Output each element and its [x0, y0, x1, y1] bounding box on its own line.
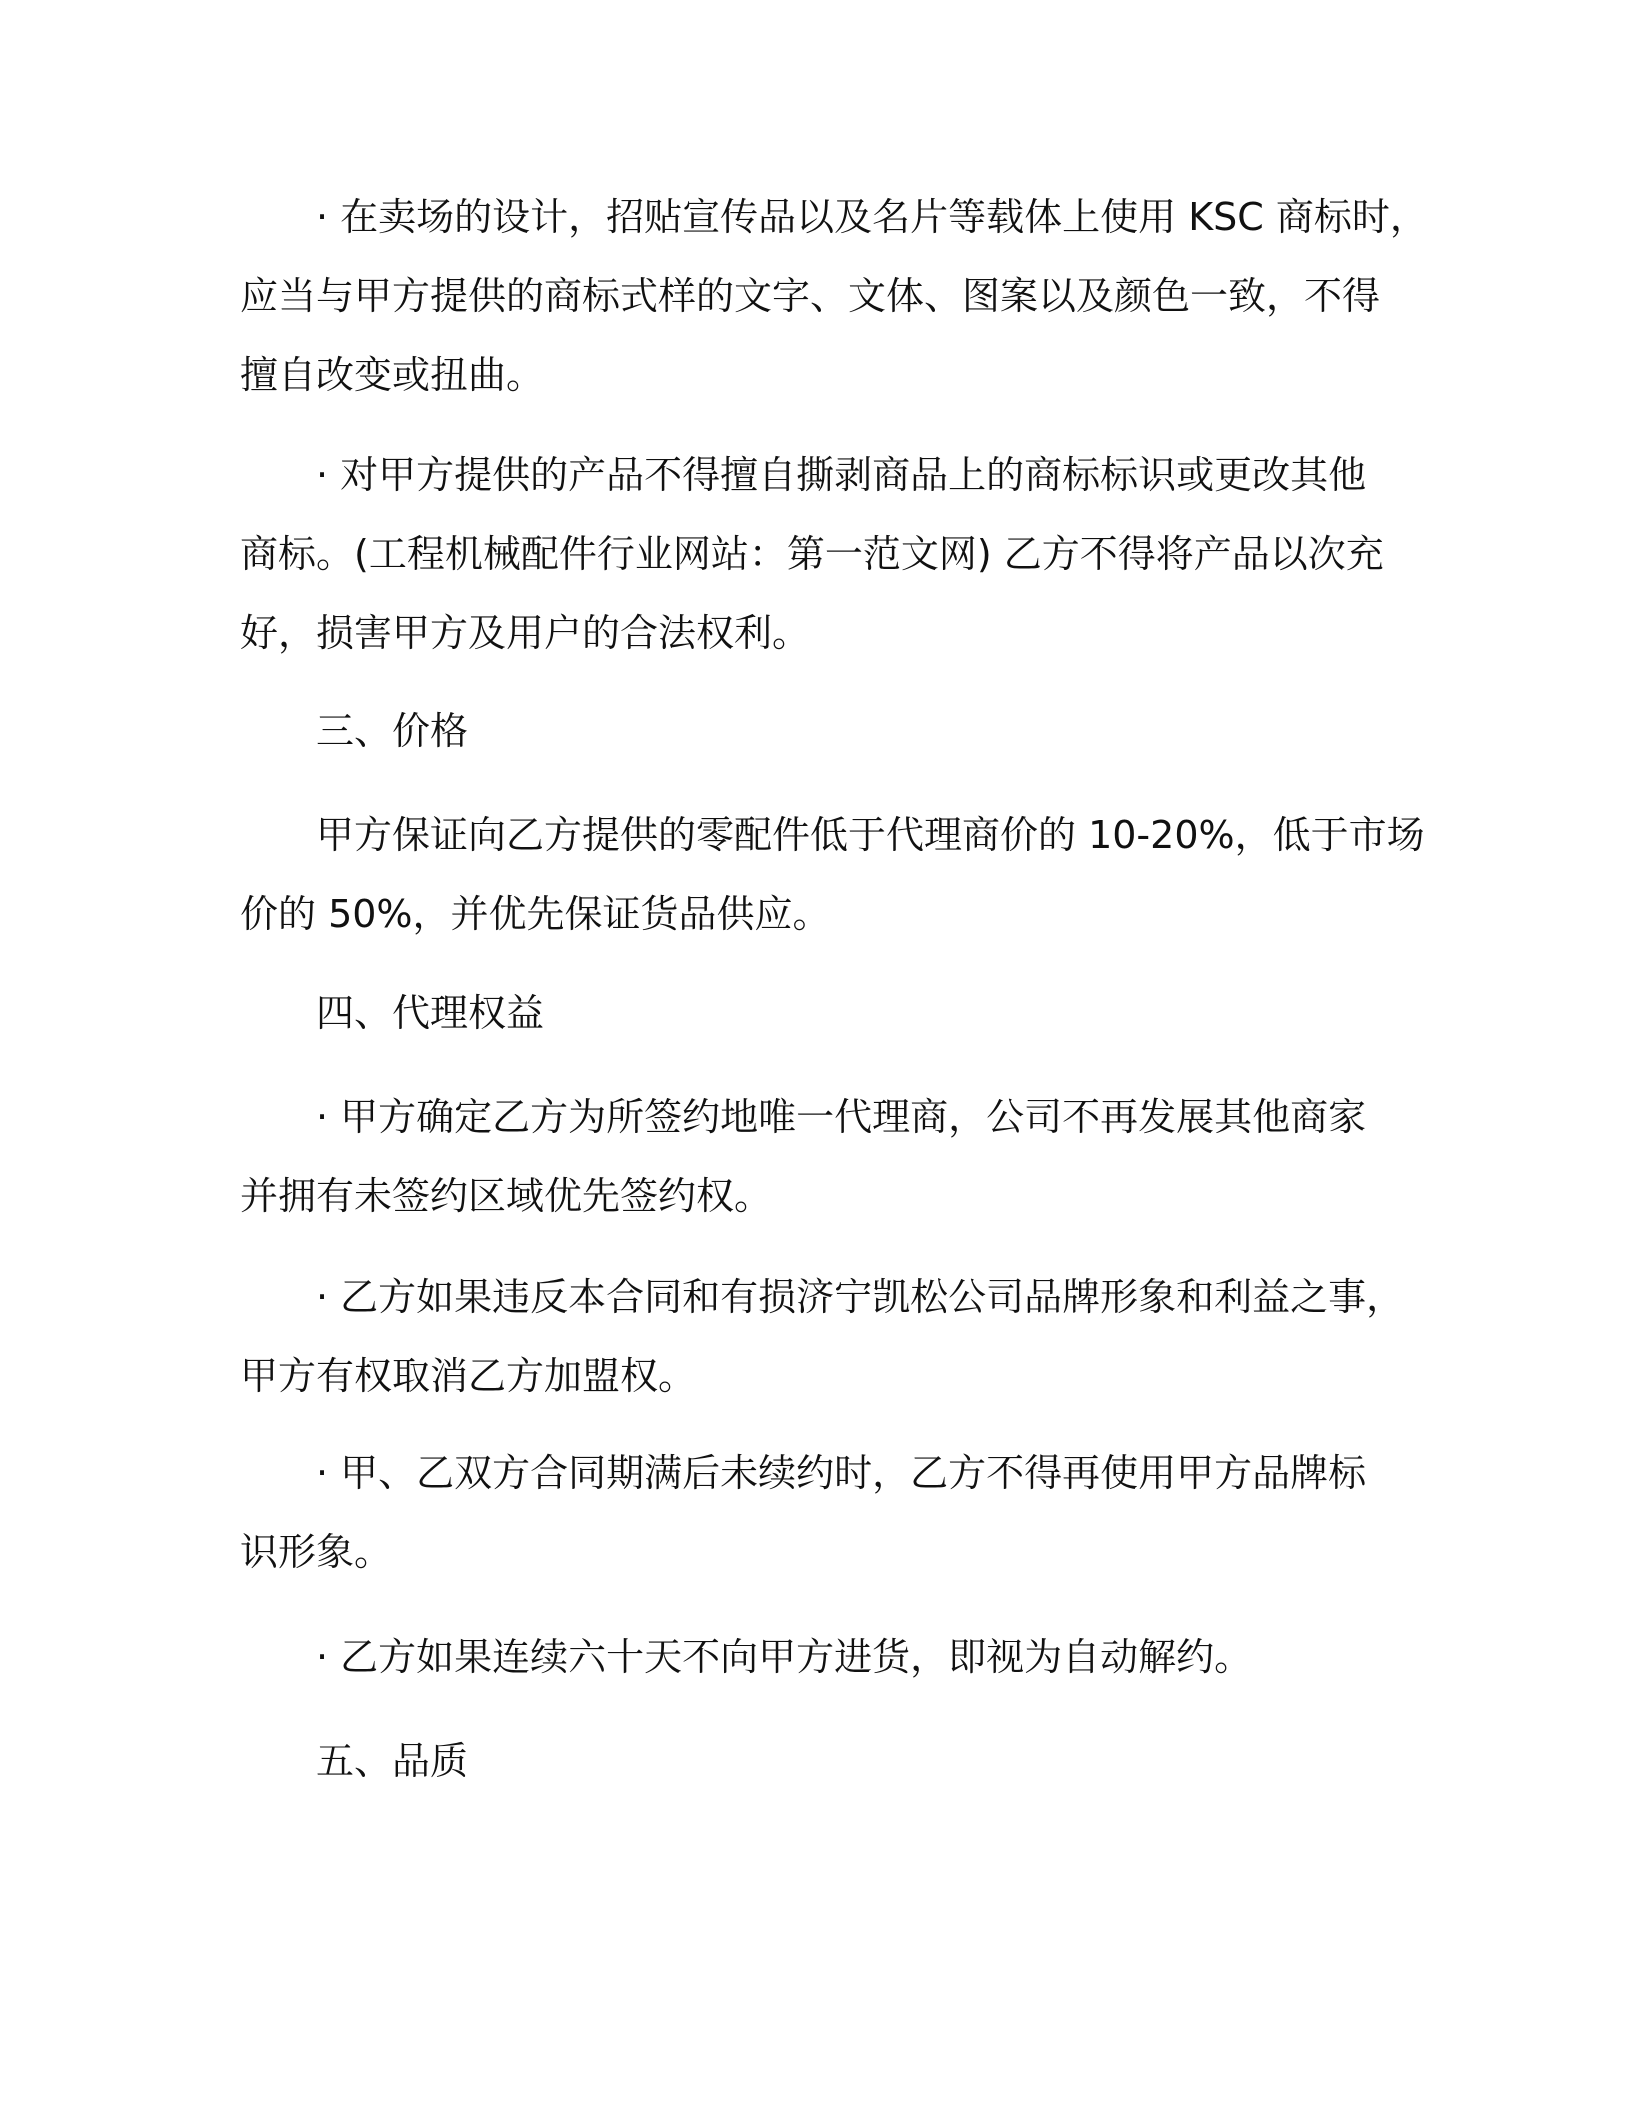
paragraph-line: 擅自改变或扭曲。 — [240, 353, 545, 397]
paragraph-line: 商标。(工程机械配件行业网站：第一范文网) 乙方不得将产品以次充 — [240, 532, 1384, 576]
paragraph-line: · 在卖场的设计，招贴宣传品以及名片等载体上使用 KSC 商标时， — [316, 195, 1428, 239]
paragraph-line: 识形象。 — [240, 1530, 393, 1574]
paragraph-line: 好，损害甲方及用户的合法权利。 — [240, 611, 811, 655]
paragraph-line: · 甲、乙双方合同期满后未续约时，乙方不得再使用甲方品牌标 — [316, 1451, 1367, 1495]
paragraph-line: · 乙方如果违反本合同和有损济宁凯松公司品牌形象和利益之事， — [316, 1275, 1405, 1319]
paragraph-trademark-usage — [240, 178, 1428, 415]
paragraph-line: 应当与甲方提供的商标式样的文字、文体、图案以及颜色一致，不得 — [240, 274, 1381, 318]
section-heading-price: 三、价格 — [316, 709, 469, 753]
paragraph-line: 并拥有未签约区域优先签约权。 — [240, 1174, 773, 1218]
paragraph-trademark-removal — [240, 436, 1420, 673]
section-heading-agency-rights: 四、代理权益 — [316, 991, 545, 1035]
paragraph-auto-termination — [240, 1618, 1420, 1697]
paragraph-line: 甲方保证向乙方提供的零配件低于代理商价的 10-20%，低于市场 — [316, 813, 1425, 857]
paragraph-line: 甲方有权取消乙方加盟权。 — [240, 1354, 697, 1398]
paragraph-violation — [240, 1258, 1420, 1416]
paragraph-line: · 乙方如果连续六十天不向甲方进货，即视为自动解约。 — [316, 1635, 1253, 1679]
paragraph-line: 价的 50%，并优先保证货品供应。 — [240, 892, 831, 936]
paragraph-exclusive-agent — [240, 1078, 1420, 1236]
paragraph-line: · 对甲方提供的产品不得擅自撕剥商品上的商标标识或更改其他 — [316, 453, 1367, 497]
section-heading-quality: 五、品质 — [316, 1739, 469, 1783]
paragraph-contract-expiry — [240, 1434, 1420, 1592]
paragraph-line: · 甲方确定乙方为所签约地唯一代理商，公司不再发展其他商家 — [316, 1095, 1367, 1139]
paragraph-price — [240, 796, 1425, 954]
